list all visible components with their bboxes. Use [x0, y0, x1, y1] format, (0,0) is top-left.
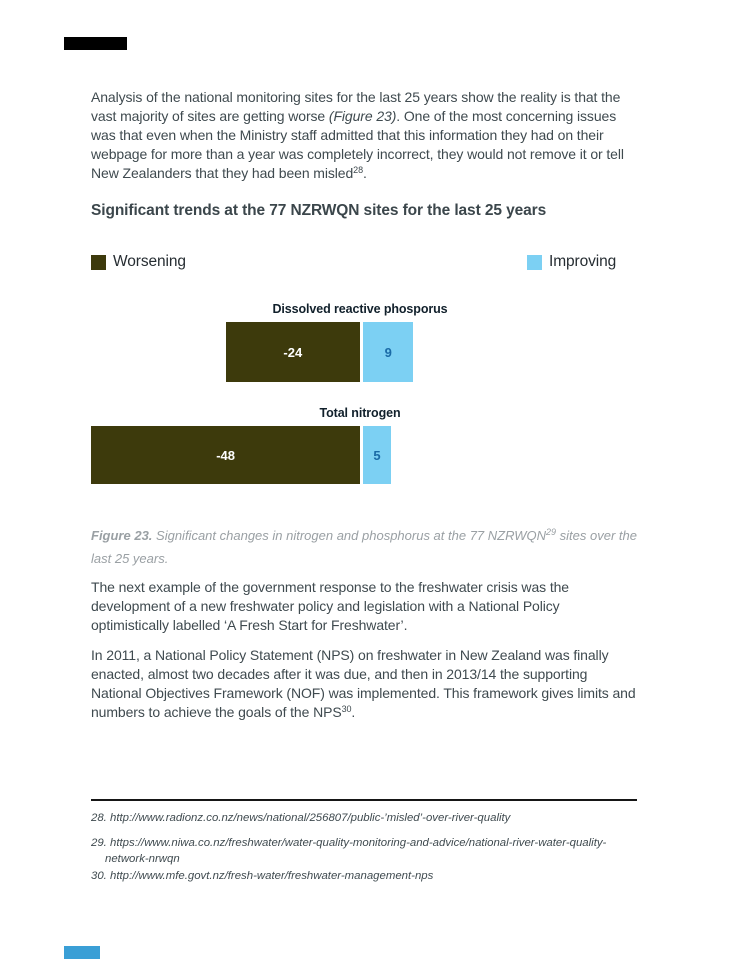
chart-row-tn: [0, 426, 729, 484]
footnote-28-url[interactable]: http://www.radionz.co.nz/news/national/256807/public-’misled’-over-river-quality: [110, 812, 511, 824]
improving-bar: [363, 426, 391, 484]
footnote-separator: [91, 799, 637, 801]
worsening-value-label: -24: [283, 344, 303, 360]
intro-paragraph: [91, 88, 640, 185]
worsening-bar: [226, 322, 360, 382]
figure-caption-text-2: sites over the last 25 years.: [91, 528, 637, 566]
improving-value-label: 5: [373, 447, 381, 463]
intro-text-2: . One of the most concerning issues was that even when the Ministry staff admitted that this information they had on their webpage for more than a year was completely incorrect, they would not remove it or tell New Zealanders that they had been misled: [91, 108, 624, 181]
footnote-ref-28: 28: [353, 165, 363, 175]
chart-category-title-tn: Total nitrogen: [319, 406, 401, 420]
intro-text-1: Analysis of the national monitoring sites for the last 25 years show the reality is that the vast majority of sites are getting worse: [91, 89, 621, 124]
footnote-ref-29: 29: [546, 527, 557, 537]
footnote-28: [91, 810, 643, 826]
worsening-bar: [91, 426, 360, 484]
improving-bar: [363, 322, 413, 382]
worsening-value-label: -48: [216, 447, 235, 463]
footnote-30-url[interactable]: http://www.mfe.govt.nz/fresh-water/freshwater-management-nps: [110, 870, 434, 882]
legend-improving-label: Improving: [549, 253, 617, 270]
footnote-30-number: 30.: [91, 870, 107, 882]
intro-text-3: .: [362, 165, 367, 181]
body-paragraph-3-text-2: .: [351, 704, 356, 720]
chart-heading: Significant trends at the 77 NZRWQN sites for the last 25 years: [91, 202, 547, 219]
footnote-29-url[interactable]: https://www.niwa.co.nz/freshwater/water-quality-monitoring-and-advice/national-river-water-quality-network-nrwqn: [105, 837, 607, 865]
legend-worsening-label: Worsening: [113, 253, 186, 270]
chart-category-title-drp: Dissolved reactive phosporus: [272, 302, 448, 316]
body-paragraph-3-text-1: In 2011, a National Policy Statement (NPS) on freshwater in New Zealand was finally enacted, almost two decades after it was due, and then in 2013/14 the supporting National Objectives Framework (NOF) was implemented. This framework gives limits and numbers to achieve the goals of the NPS: [91, 647, 636, 720]
legend-improving: [527, 253, 616, 271]
improving-swatch-icon: [527, 255, 542, 270]
improving-value-label: 9: [384, 344, 392, 360]
figure-caption-text-1: Significant changes in nitrogen and phosphorus at the 77 NZRWQN: [152, 528, 547, 543]
figure-reference: (Figure 23): [328, 108, 397, 124]
worsening-swatch-icon: [91, 255, 106, 270]
footnote-30: [91, 868, 643, 884]
footnote-29-number: 29.: [91, 837, 107, 849]
footnote-29: [91, 835, 643, 867]
figure-caption-label: Figure 23.: [91, 528, 153, 543]
figure-caption: [91, 525, 640, 569]
chart-row-drp: [0, 322, 729, 382]
footnote-28-number: 28.: [91, 812, 107, 824]
body-paragraph-2: The next example of the government response to the freshwater crisis was the development of a new freshwater policy and legislation with a National Policy optimistically labelled ‘A Fresh Start for Freshwater’.: [91, 579, 569, 633]
page-tab-mark-top: [64, 37, 127, 50]
footnote-ref-30: 30: [341, 704, 352, 714]
page-tab-mark-bottom: [64, 946, 100, 959]
body-paragraph-3: [91, 646, 640, 724]
legend-worsening: [91, 253, 186, 271]
